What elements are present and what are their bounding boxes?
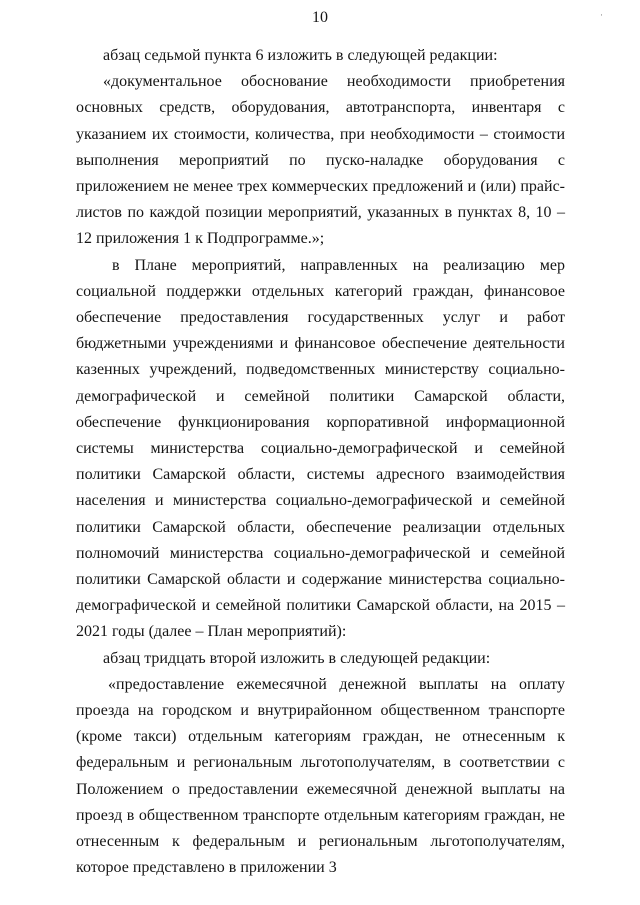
corner-mark: · <box>600 10 603 20</box>
paragraph-quoted-text: «документальное обоснование необходимости приобретения основных средств, оборудования, автотранспорта, инвентаря с указанием их стоимости, количества, при необходимости – стоимости выполнения мероприятий по пуско-наладке оборудования с приложением не менее трех коммерческих предложений и (или) прайс-листов по каждой позиции мероприятий, указанных в пунктах 8, 10 – 12 приложения 1 к Подпрограмме.»; <box>76 73 565 248</box>
paragraph-plan-intro: в Плане мероприятий, направленных на реализацию мер социальной поддержки отдельных категорий граждан, финансовое обеспечение предоставления государственных услуг и работ бюджетными учреждениями и финансовое обеспечение деятельности казенных учреждений, подведомственных министерству социально-демографической и семейной политики Самарской области, обеспечение функционирования корпоративной информационной системы министерства социально-демографической и семейной политики Самарской области, системы адресного взаимодействия населения и министерства социально-демографической и семейной политики Самарской области, обеспечение реализации отдельных полномочий министерства социально-демографической и семейной политики Самарской области и содержание министерства социально-демографической и семейной политики Самарской области, на 2015 – 2021 годы (далее – План мероприятий): <box>76 256 565 641</box>
paragraph-quoted-payment: «предоставление ежемесячной денежной выплаты на оплату проезда на городском и внутрирайонном общественном транспорте (кроме такси) отдельным категориям граждан, не отнесенным к федеральным и региональным льготополучателям, в соответствии с Положением о предоставлении ежемесячной денежной выплаты на проезд в общественном транспорте отдельным категориям граждан, не отнесенным к федеральным и региональным льготополучателям, которое представлено в приложении 3 <box>76 675 565 877</box>
paragraph-amend-32: абзац тридцать второй изложить в следующей редакции: <box>103 649 491 667</box>
document-body <box>76 43 565 882</box>
paragraph-amend-intro: абзац седьмой пункта 6 изложить в следующей редакции: <box>103 47 498 64</box>
page-number: 10 <box>312 9 328 26</box>
